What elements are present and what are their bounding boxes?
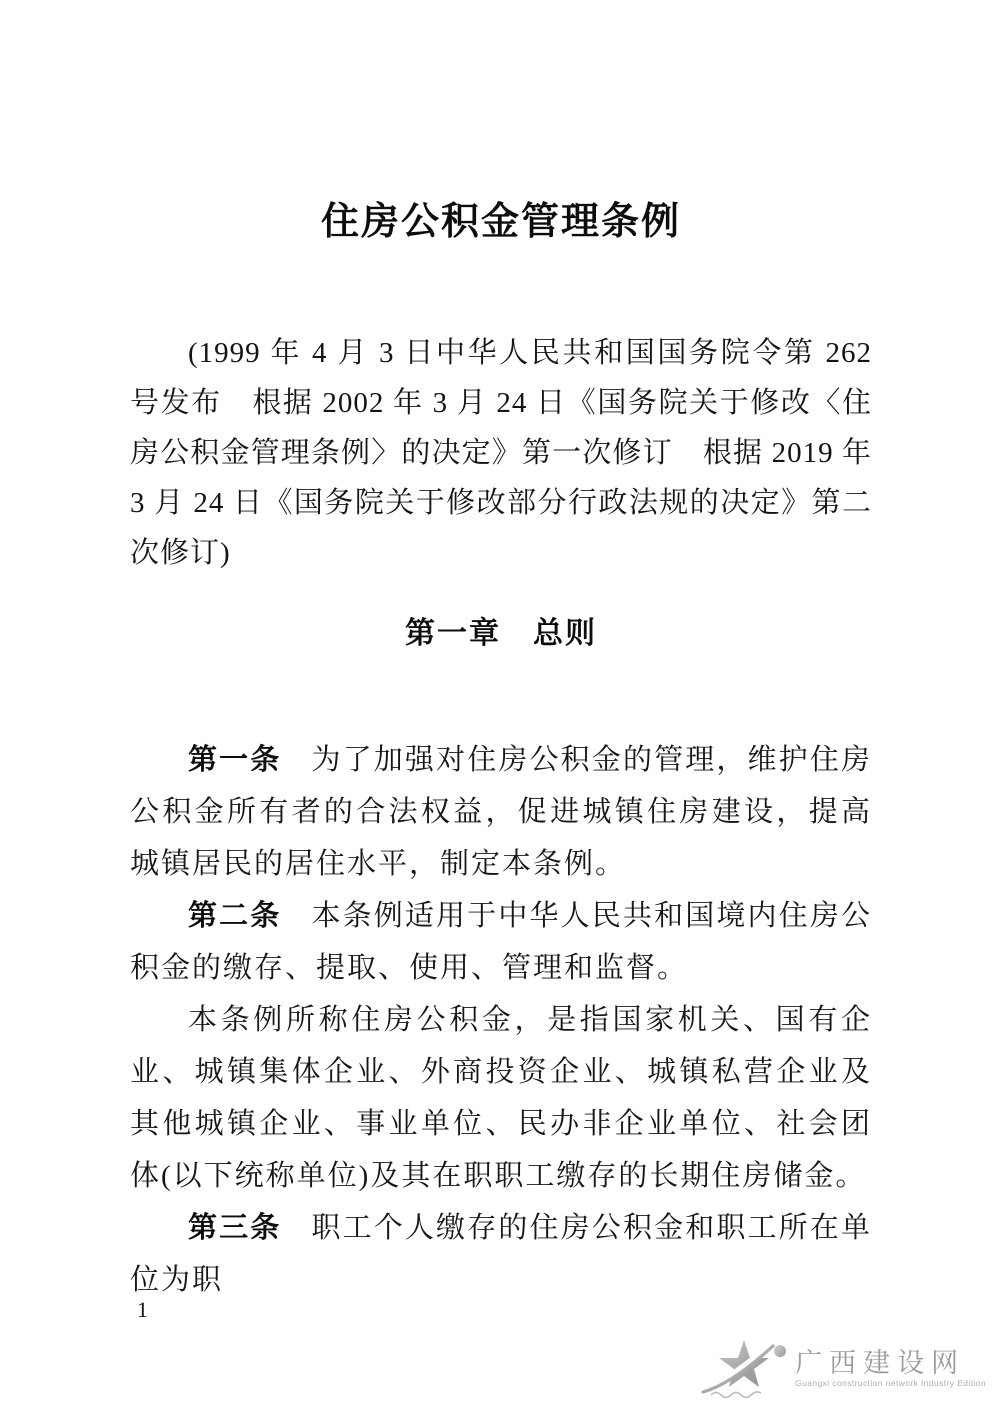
document-content bbox=[130, 0, 872, 1306]
article-paragraph-3 bbox=[130, 994, 872, 1202]
article-body bbox=[130, 734, 872, 1306]
star-swoosh-logo-icon bbox=[697, 1336, 789, 1400]
article-4-label: 第三条 bbox=[188, 1212, 282, 1244]
watermark bbox=[697, 1336, 986, 1400]
watermark-caption: Guangxi construction network Industry Edition bbox=[795, 1377, 986, 1388]
article-2-label: 第二条 bbox=[188, 900, 282, 932]
article-paragraph-1 bbox=[130, 734, 872, 890]
watermark-site-name: 广西建设网 bbox=[795, 1347, 966, 1378]
document-title: 住房公积金管理条例 bbox=[320, 201, 681, 243]
article-4-text: 职工个人缴存的住房公积金和职工所在单位为职 bbox=[130, 1212, 872, 1296]
article-1-text: 为了加强对住房公积金的管理，维护住房公积金所有者的合法权益，促进城镇住房建设，提高城镇居民的居住水平，制定本条例。 bbox=[130, 744, 872, 880]
article-3-text: 本条例所称住房公积金，是指国家机关、国有企业、城镇集体企业、外商投资企业、城镇私营企业及其他城镇企业、事业单位、民办非企业单位、社会团体(以下统称单位)及其在职职工缴存的长期住房储金。 bbox=[130, 1004, 872, 1192]
watermark-text bbox=[795, 1348, 986, 1389]
logo-dot bbox=[774, 1345, 786, 1357]
article-1-label: 第一条 bbox=[188, 744, 282, 776]
article-paragraph-4 bbox=[130, 1202, 872, 1306]
chapter-heading: 第一章 总则 bbox=[405, 617, 597, 650]
preamble-paragraph: (1999 年 4 月 3 日中华人民共和国国务院令第 262 号发布 根据 2002 年 3 月 24 日《国务院关于修改〈住房公积金管理条例〉的决定》第一次修订 根据 2019 年 3 月 24 日《国务院关于修改部分行政法规的决定》第二次修订) bbox=[130, 337, 872, 569]
article-paragraph-2 bbox=[130, 890, 872, 994]
page-number: 1 bbox=[137, 1297, 148, 1322]
article-2-text: 本条例适用于中华人民共和国境内住房公积金的缴存、提取、使用、管理和监督。 bbox=[130, 900, 872, 984]
